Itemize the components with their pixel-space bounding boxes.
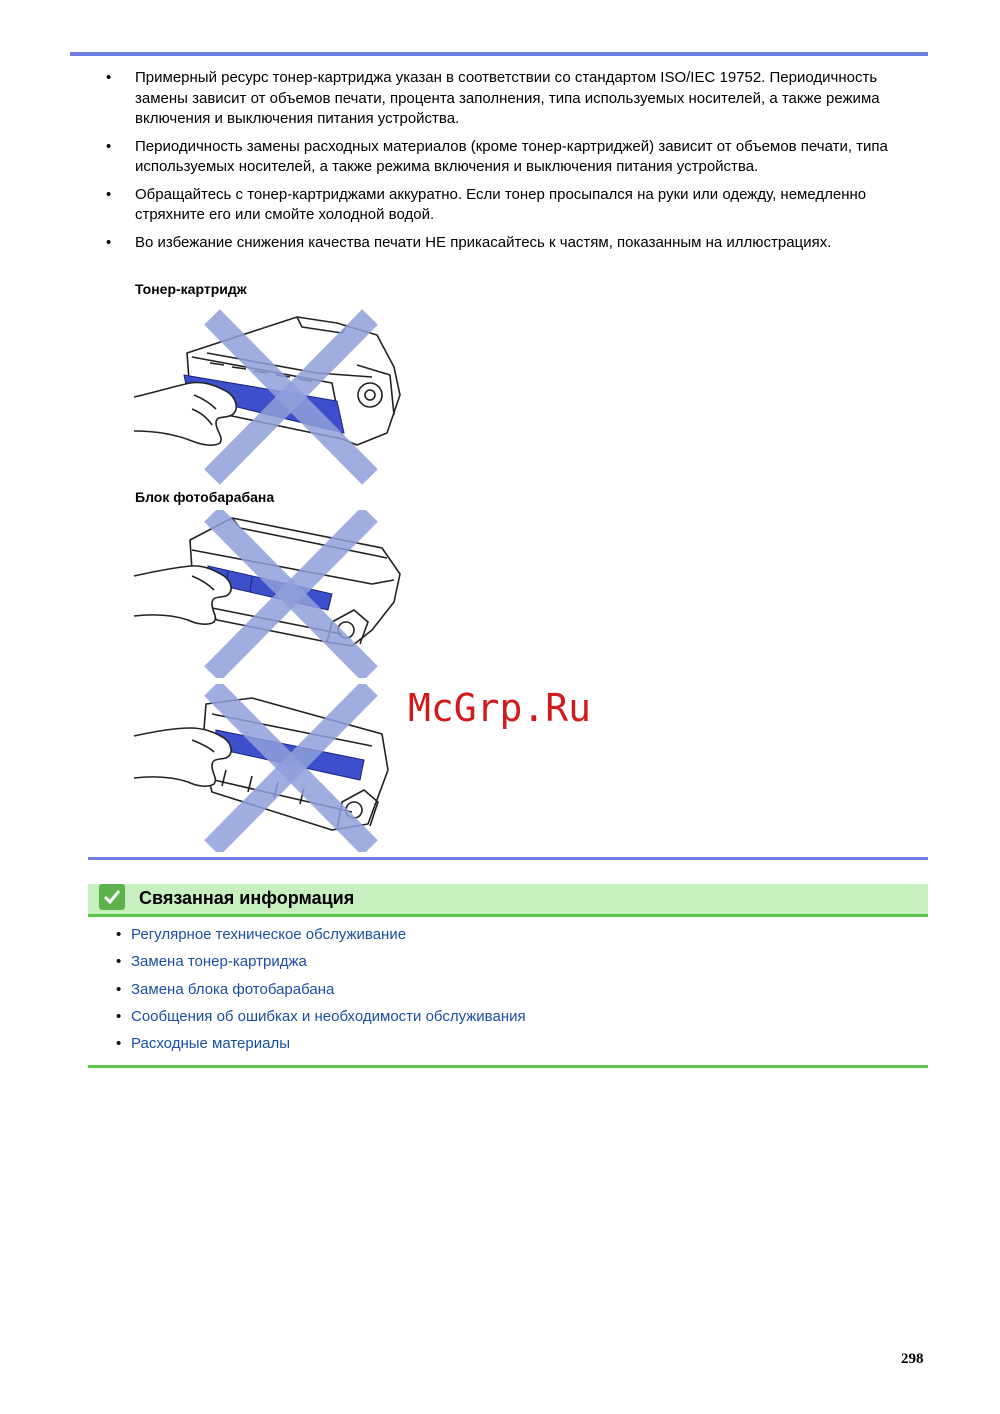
- link-error-messages[interactable]: Сообщения об ошибках и необходимости обслуживания: [131, 1007, 526, 1025]
- link-supplies[interactable]: Расходные материалы: [131, 1035, 290, 1053]
- notes-list: [90, 68, 930, 260]
- drum-unit-label: Блок фотобарабана: [135, 489, 275, 505]
- note-item: • Обращайтесь с тонер-картриджами аккуратно. Если тонер просыпался на руки или одежду, немедленно стряхните его или смойте холодной водой.: [106, 185, 867, 223]
- list-item: • Расходные материалы: [116, 1035, 290, 1053]
- top-rule: [70, 52, 928, 56]
- related-info-header: [88, 884, 928, 914]
- note-item: • Периодичность замены расходных материалов (кроме тонер-картриджей) зависит от объемов печати, типа используемых носителей, а также режима включения и выключения питания устройства.: [106, 137, 888, 175]
- page-number: 298: [901, 1351, 924, 1367]
- list-item: • Сообщения об ошибках и необходимости обслуживания: [116, 1007, 526, 1025]
- note-item: • Примерный ресурс тонер-картриджа указан в соответствии со стандартом ISO/IEC 19752. Периодичность замены зависит от объемов печати, процента заполнения, типа используемых носителей, а также режима включения и выключения питания устройства.: [106, 69, 880, 127]
- note-item: • Во избежание снижения качества печати НЕ прикасайтесь к частям, показанным на иллюстрациях.: [106, 233, 832, 251]
- watermark: McGrp.Ru: [408, 686, 592, 730]
- link-replace-toner[interactable]: Замена тонер-картриджа: [131, 953, 307, 971]
- related-header-underline: [88, 914, 928, 917]
- list-item: • Замена блока фотобарабана: [116, 980, 335, 998]
- toner-cartridge-illustration: [132, 305, 404, 485]
- toner-cartridge-label: Тонер-картридж: [135, 281, 247, 297]
- related-info-title: Связанная информация: [139, 888, 355, 908]
- bottom-rule: [88, 1065, 928, 1068]
- related-links-list: [116, 925, 526, 1061]
- drum-unit-illustration-rear: [132, 684, 404, 852]
- list-item: • Регулярное техническое обслуживание: [116, 926, 407, 943]
- checkmark-icon: [99, 884, 125, 910]
- drum-unit-illustration-front: [132, 510, 404, 678]
- link-replace-drum[interactable]: Замена блока фотобарабана: [131, 980, 335, 998]
- list-item: • Замена тонер-картриджа: [116, 953, 307, 971]
- section-rule: [88, 857, 928, 860]
- link-regular-maintenance[interactable]: Регулярное техническое обслуживание: [131, 926, 407, 943]
